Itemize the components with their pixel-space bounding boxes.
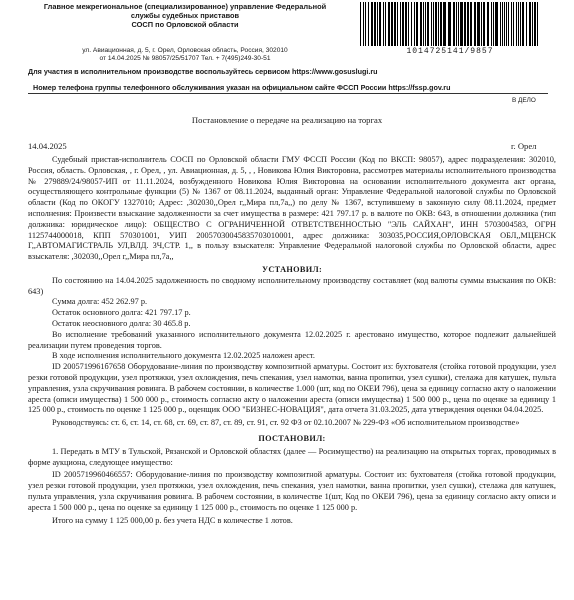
barcode-bar <box>394 2 396 46</box>
barcode-bar <box>506 2 507 46</box>
barcode-bar <box>420 2 422 46</box>
barcode-bar <box>537 2 538 46</box>
barcode-bar <box>365 2 366 46</box>
barcode-bar <box>405 2 407 46</box>
barcode-bar <box>385 2 386 46</box>
barcode-bar <box>374 2 376 46</box>
barcode-bar <box>423 2 424 46</box>
file-stamp: В ДЕЛО <box>512 97 536 104</box>
lot-description: ID 2005719960466557: Оборудование-линия по производству композитной арматуры. Состоит из: бухтователя (стойка готовой продукции, узел резки готовой продукции, узел протяжки, узел охлождения, печь спекания, узел намотки, ванна пропитки, узел сушки), стелажа для катушек, пульта управления, узла скручивания ровинга. В рабочем состоянии, в количестве 1(шт, Код по ОКЕИ 796), цена за единицу согласно акту описи и ареста 1 500 000 р., цена по оценке за единицу 1 125 000 р., стоимость по оценке 1 125 000 р. <box>28 470 556 512</box>
barcode-bar <box>529 2 531 46</box>
issuer-line-2: службы судебных приставов <box>130 11 240 20</box>
barcode-bar <box>467 2 469 46</box>
barcode-bar <box>440 2 442 46</box>
debt-main: Остаток основного долга: 421 797.17 р. <box>52 308 191 318</box>
barcode-bar <box>388 2 390 46</box>
barcode-bar <box>491 2 492 46</box>
barcode-bar <box>431 2 432 46</box>
address-line-1: ул. Авиационная, д. 5, г. Орел, Орловская область, Россия, 302010 <box>82 47 288 54</box>
issuer-header <box>30 2 340 29</box>
barcode-bar <box>516 2 517 46</box>
document-date: 14.04.2025 <box>28 141 67 151</box>
barcode-bar <box>435 2 437 46</box>
barcode-bar <box>433 2 434 46</box>
phone-notice: Номер телефона группы телефонного обслуживания указан на официальном сайте ФССП России https://fssp.gov.ru <box>33 83 451 92</box>
barcode-bar <box>360 2 361 46</box>
barcode-bar <box>511 2 512 46</box>
barcode-bar <box>448 2 451 46</box>
barcode-bar <box>408 2 409 46</box>
barcode-number: 1014725141/9857 <box>406 47 494 56</box>
barcode-bar <box>518 2 519 46</box>
barcode-bar <box>470 2 472 46</box>
issuer-line-3: СОСП по Орловской области <box>131 20 239 29</box>
barcode-bar <box>397 2 398 46</box>
intro-paragraph: Судебный пристав-исполнитель СОСП по Орловской области ГМУ ФССП России (Код по ВКСП: 98057), адрес подразделения: 302010, Россия, область. Орловская, , г. Орел, , ул. Авиационная, д. 5, , , Новикова Юлия Викторовна, рассмотрев материалы исполнительного производства № 279889/24/98057-ИП от 11.11.2024, возбужденного Новикова Юлия Викторовна на основании исполнительного документа акт органа, осуществляющего контрольные функции (5) № 1367 от 08.11.2024, выданный орган: Управление Федеральной налоговой службы по Орловской области (Код по ОКОГУ 1327010; Адрес: ,302030,,Орел г,,Мира пл,7а,,) по делу № 1367, вступившему в законную силу 08.11.2024, предмет исполнения: Произвести взыскание задолженности за счет имущества в размере: 421 797.17 р. в валюте по ОКВ: 643, в отношении должника (тип должника: юридическое лицо): ОБЩЕСТВО С ОГРАНИЧЕННОЙ ОТВЕТСТВЕННОСТЬЮ "ЭЛЬ САЙХАН", ИНН 5703004583, ОГРН 1125744000018, КПП 570301001, УИП 20057030045835703010001, адрес должника: 303035,РОССИЯ,ОРЛОВСКАЯ ОБЛ,,МЦЕНСК Г,,АВТОМАГИСТРАЛЬ УЛ,ВЛД. 3Ч,СТР. 1,, в пользу взыскателя: Управление Федеральной налоговой службы по Орловской области, адрес взыскателя: ,302030,,Орел г,,Мира пл,7а,, <box>28 155 556 262</box>
barcode-bar <box>456 2 457 46</box>
address-line-2: от 14.04.2025 № 98057/25/51707 Тел. + 7(495)249-30-51 <box>99 55 271 62</box>
document-body <box>28 155 556 526</box>
legal-basis: Руководствуясь: ст. 6, ст. 14, ст. 68, ст. 69, ст. 87, ст. 89, ст. 91, ст. 92 ФЗ от 02.10.2007 № 229-ФЗ «Об исполнительном производстве» <box>52 418 520 428</box>
barcode-bar <box>371 2 373 46</box>
barcode-bar <box>427 2 429 46</box>
barcode-bar <box>379 2 381 46</box>
barcode-bar <box>368 2 369 46</box>
debt-total: Сумма долга: 452 262.97 р. <box>52 297 148 307</box>
barcode-bar <box>443 2 446 46</box>
issuer-line-1: Главное межрегиональное (специализированное) управление Федеральной <box>43 2 327 11</box>
barcode-bar <box>438 2 439 46</box>
document-city: г. Орел <box>511 141 537 151</box>
barcode-bar <box>520 2 521 46</box>
resolution-item-1: 1. Передать в МТУ в Тульской, Рязанской и Орловской областях (далее — Росимущество) на реализацию на открытых торгах, проводимых в форме аукциона, следующее имущество: <box>28 446 556 467</box>
barcode-bar <box>458 2 459 46</box>
barcode-bar <box>483 2 485 46</box>
barcode-bar <box>377 2 378 46</box>
issuer-address <box>30 47 340 63</box>
barcode-bar <box>453 2 455 46</box>
property-description: ID 2005719961б7658 Оборудование-линия по производству композитной арматуры. Состоит из: бухтователя (стойка готовой продукции, узел резки готовой продукции, узел протяжки, узел охлождения, печь спекания, узел намотки, ванна пропитки, узел сушки), стелажа для катушек, пульта управления, узла скручивания ровинга. В рабочем состоянии, в количестве 1.000 (шт, код по ОКЕИ 796), цена за единицу согласно акту о наложении ареста (описи имущества) 1 500 000 р., стоимость согласно акту о наложении ареста (описи имущества) 1 500 000 р., цена по оценке за единицу 1 125 000 р., стоимость по оценке 1 125 000 р., оценщик ООО "БИЗНЕС-НОВАЦИЯ", дата отчета 31.03.2025, дата утверждения оценки 04.04.2025. <box>28 362 556 415</box>
barcode-bar <box>487 2 489 46</box>
barcode-bar <box>522 2 524 46</box>
barcode-bar <box>414 2 415 46</box>
barcode-bar <box>425 2 426 46</box>
barcode-bar <box>474 2 476 46</box>
barcode-bar <box>526 2 527 46</box>
header-divider <box>28 93 548 94</box>
gosuslugi-notice: Для участия в исполнительном производстве воспользуйтесь сервисом https://www.gosuslugi.ru <box>28 67 378 76</box>
debt-status-paragraph: По состоянию на 14.04.2025 задолженность по сводному исполнительному производству составляет (код валюты суммы взыскания по ОКВ: 643) <box>28 275 556 296</box>
debt-other: Остаток неосновного долга: 30 465.8 р. <box>52 318 191 328</box>
lot-total: Итого на сумму 1 125 000,00 р. без учета НДС в количестве 1 лотов. <box>52 515 293 525</box>
barcode-bar <box>464 2 466 46</box>
document-title: Постановление о передаче на реализацию на торгах <box>191 115 383 125</box>
barcode-bar <box>383 2 384 46</box>
barcode-bar <box>391 2 393 46</box>
barcode <box>360 2 540 46</box>
barcode-bar <box>481 2 482 46</box>
barcode-bar <box>504 2 505 46</box>
barcode-bar <box>460 2 463 46</box>
barcode-bar <box>495 2 498 46</box>
barcode-bar <box>400 2 401 46</box>
barcode-bar <box>416 2 418 46</box>
barcode-bar <box>493 2 494 46</box>
barcode-bar <box>500 2 501 46</box>
arrest-note: В ходе исполнения исполнительного документа 12.02.2025 наложен арест. <box>52 351 315 361</box>
resolved-heading: ПОСТАНОВИЛ: <box>258 433 326 443</box>
barcode-bar <box>513 2 514 46</box>
barcode-bar <box>508 2 509 46</box>
barcode-bar <box>411 2 412 46</box>
barcode-bar <box>534 2 536 46</box>
barcode-bar <box>502 2 503 46</box>
barcode-bar <box>532 2 533 46</box>
barcode-bar <box>402 2 404 46</box>
barcode-bar <box>363 2 364 46</box>
established-heading: УСТАНОВИЛ: <box>261 264 323 274</box>
barcode-bar <box>477 2 480 46</box>
arrest-paragraph: Во исполнение требований указанного исполнительного документа 12.02.2025 г. арестовано имущество, которое подлежит дальнейшей реализации путем проведения торгов. <box>28 329 556 350</box>
